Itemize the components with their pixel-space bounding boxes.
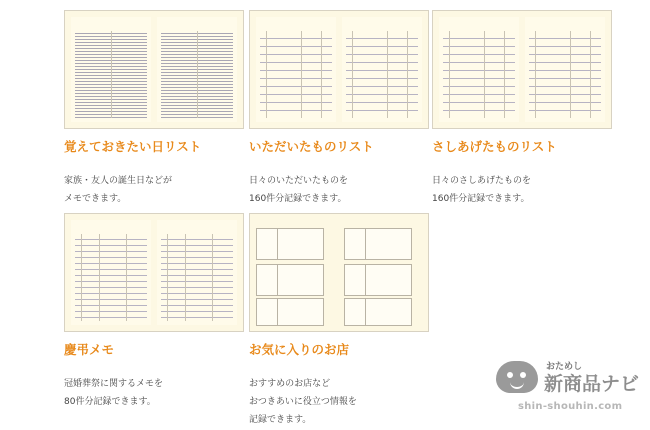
notebook-preview-image	[249, 213, 429, 332]
logo-tagline: おためし	[546, 362, 583, 372]
notebook-preview-image	[64, 10, 244, 129]
notebook-preview-image	[432, 10, 612, 129]
card-description: 日々のいただいたものを 160件分記録できます。	[249, 176, 349, 204]
logo-url: shin-shouhin.com	[518, 401, 623, 412]
card-title: いただいたものリスト	[249, 139, 374, 154]
smiling-mascot-icon	[496, 361, 538, 393]
logo-name: 新商品ナビ	[544, 373, 640, 395]
notebook-page-left	[256, 17, 336, 122]
notebook-page-right	[157, 17, 237, 122]
notebook-page-left	[439, 17, 519, 122]
notebook-page-right	[525, 17, 605, 122]
card-description: 日々のさしあげたものを 160件分記録できます。	[432, 176, 532, 204]
card-description: おすすめのお店など おつきあいに役立つ情報を 記録できます。	[249, 379, 357, 425]
notebook-preview-image	[64, 213, 244, 332]
card-title: さしあげたものリスト	[432, 139, 557, 154]
card-title: 覚えておきたい日リスト	[64, 139, 202, 154]
card-description: 家族・友人の誕生日などが メモできます。	[64, 176, 173, 204]
card-description: 冠婚葬祭に関するメモを 80件分記録できます。	[64, 379, 164, 407]
notebook-page-right	[342, 17, 422, 122]
card-title: お気に入りのお店	[249, 342, 350, 357]
card-title: 慶弔メモ	[64, 342, 115, 357]
notebook-preview-image	[249, 10, 429, 129]
notebook-page-left	[71, 17, 151, 122]
notebook-page-left	[71, 220, 151, 325]
notebook-page-right	[157, 220, 237, 325]
site-logo	[496, 357, 646, 423]
